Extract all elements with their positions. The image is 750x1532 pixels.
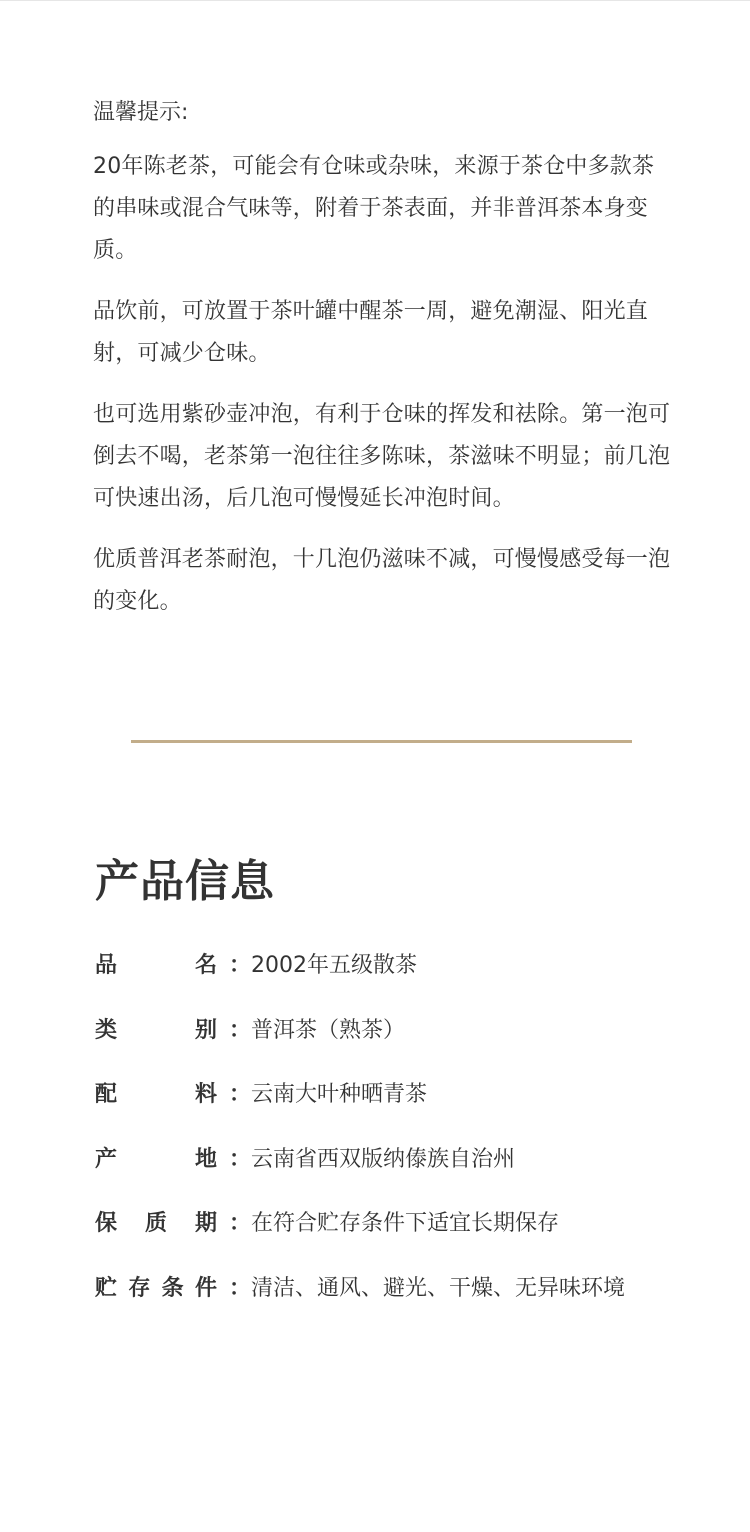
info-colon: ： <box>228 1082 251 1107</box>
info-label-char: 地 <box>194 1146 217 1172</box>
info-row-name <box>95 946 695 1011</box>
notice-section <box>93 96 673 642</box>
info-row-ingredients <box>95 1075 695 1140</box>
info-colon: ： <box>228 1017 251 1043</box>
info-value: 云南大叶种晒青茶 <box>251 1082 428 1107</box>
info-label <box>95 1204 217 1244</box>
notice-paragraph: 优质普洱老茶耐泡，十几泡仍滋味不减，可慢慢感受每一泡的变化。 <box>93 547 671 614</box>
notice-paragraph: 20年陈老茶，可能会有仓味或杂味，来源于茶仓中多款茶的串味或混合气味等，附着于茶表面，并非普洱茶本身变质。 <box>93 154 655 263</box>
info-value: 2002年五级散茶 <box>251 953 417 978</box>
info-colon: ： <box>228 953 251 978</box>
info-label <box>95 1140 217 1180</box>
info-label-char: 件 <box>194 1275 217 1301</box>
info-row-origin <box>95 1140 695 1205</box>
info-row-storage <box>95 1269 695 1334</box>
info-row-category <box>95 1011 695 1076</box>
info-value: 清洁、通风、避光、干燥、无异味环境 <box>251 1275 626 1301</box>
info-label <box>95 1075 217 1115</box>
info-label-char: 存 <box>128 1275 151 1301</box>
info-colon: ： <box>228 1211 251 1236</box>
info-label-char: 期 <box>194 1211 217 1236</box>
info-label-char: 产 <box>95 1146 118 1172</box>
info-label-char: 贮 <box>95 1275 118 1301</box>
product-info-list <box>95 946 695 1333</box>
info-colon: ： <box>228 1275 251 1301</box>
info-label-char: 质 <box>144 1211 167 1236</box>
info-label-char: 品 <box>95 953 118 978</box>
info-label-char: 保 <box>95 1211 118 1236</box>
notice-paragraph: 也可选用紫砂壶冲泡，有利于仓味的挥发和祛除。第一泡可倒去不喝，老茶第一泡往往多陈味，茶滋味不明显；前几泡可快速出汤，后几泡可慢慢延长冲泡时间。 <box>93 402 671 511</box>
info-label-char: 名 <box>194 953 217 978</box>
info-label-char: 条 <box>161 1275 184 1301</box>
notice-paragraph: 品饮前，可放置于茶叶罐中醒茶一周，避免潮湿、阳光直射，可减少仓味。 <box>93 299 649 366</box>
info-label-char: 料 <box>194 1082 217 1107</box>
info-value: 在符合贮存条件下适宜长期保存 <box>251 1211 560 1236</box>
info-label <box>95 1011 217 1051</box>
info-label <box>95 1269 217 1309</box>
info-row-shelf-life <box>95 1204 695 1269</box>
top-border <box>0 0 750 1</box>
section-divider <box>131 740 632 743</box>
info-label-char: 配 <box>95 1082 118 1107</box>
info-colon: ： <box>228 1146 251 1172</box>
info-label-char: 类 <box>95 1017 118 1043</box>
info-value: 普洱茶（熟茶） <box>251 1017 406 1043</box>
product-info-title: 产品信息 <box>95 856 275 907</box>
info-label <box>95 946 217 986</box>
notice-title: 温馨提示: <box>93 100 189 125</box>
info-label-char: 别 <box>194 1017 217 1043</box>
info-value: 云南省西双版纳傣族自治州 <box>251 1146 516 1172</box>
